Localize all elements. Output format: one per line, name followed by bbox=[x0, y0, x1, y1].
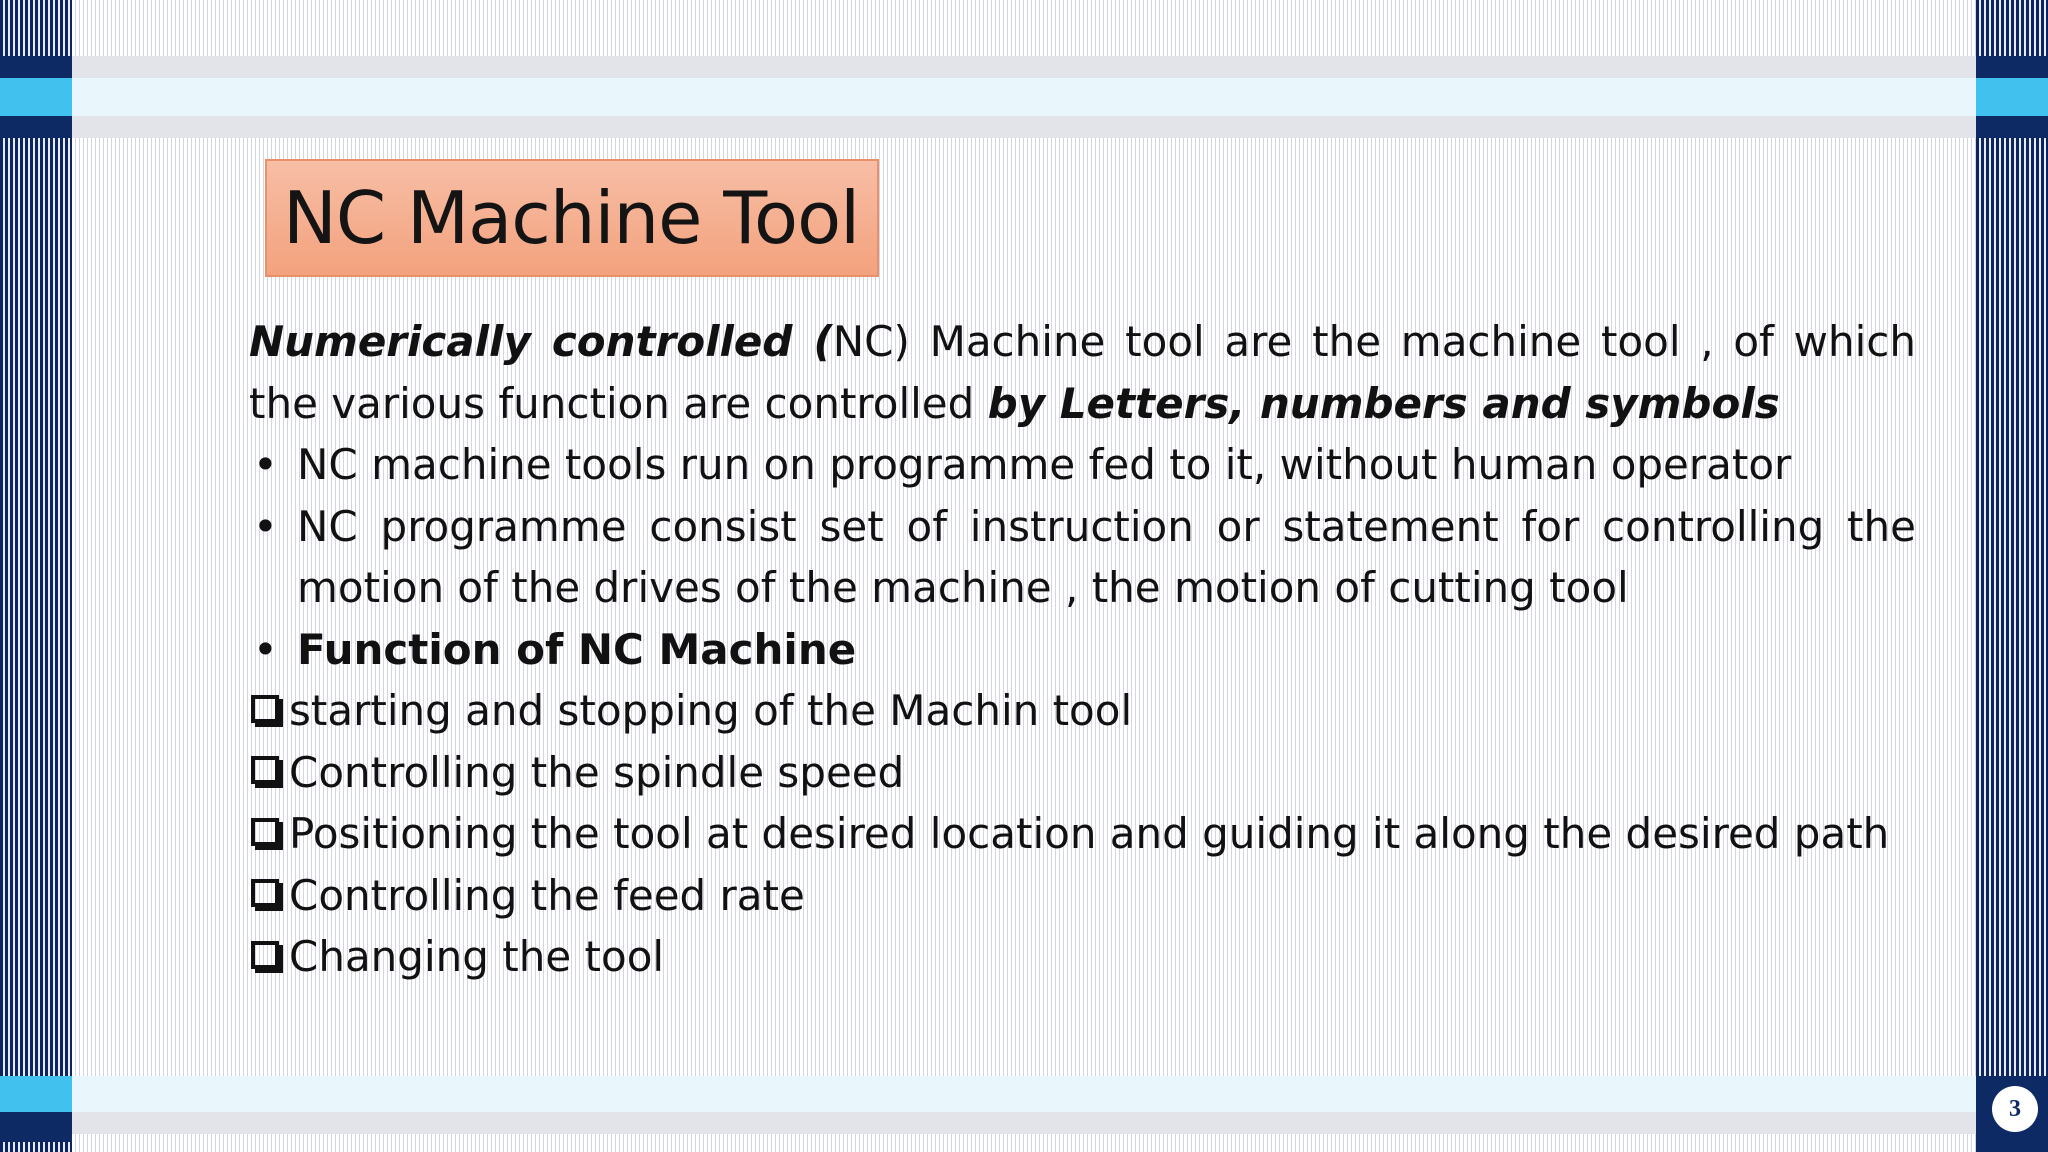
checklist-text: Controlling the feed rate bbox=[289, 870, 805, 920]
checklist-item bbox=[249, 926, 1916, 988]
page-number: 3 bbox=[2009, 1095, 2021, 1122]
bullet-dot: • bbox=[253, 440, 278, 489]
right-border-stripes bbox=[1976, 0, 2048, 1152]
bullet-text: NC machine tools run on programme fed to it, without human operator bbox=[297, 440, 1792, 489]
checklist-text: starting and stopping of the Machin tool bbox=[289, 686, 1133, 735]
right-cyan-accent-top bbox=[1976, 78, 2048, 116]
right-navy-accent-top bbox=[1976, 56, 2048, 78]
left-border-stripes bbox=[0, 0, 72, 1152]
checkbox-icon bbox=[251, 818, 279, 846]
left-navy-accent-top bbox=[0, 56, 72, 78]
bullet-item bbox=[249, 496, 1916, 619]
top-light-band bbox=[72, 78, 1976, 116]
checklist-text: Positioning the tool at desired location and guiding it along the desired path bbox=[289, 809, 1890, 858]
bullet-dot: • bbox=[253, 501, 278, 551]
bullet-item bbox=[249, 619, 1916, 681]
checklist-item bbox=[249, 742, 1916, 804]
checklist-item bbox=[249, 680, 1916, 742]
intro-bold-phrase: by Letters, numbers and symbols bbox=[987, 378, 1780, 428]
bottom-grey-band bbox=[72, 1112, 1976, 1134]
bullet-dot: • bbox=[253, 624, 278, 674]
right-navy-accent-top-lower bbox=[1976, 116, 2048, 138]
top-grey-band-lower bbox=[72, 116, 1976, 138]
intro-paragraph bbox=[249, 311, 1916, 434]
slide-title: NC Machine Tool bbox=[283, 176, 860, 260]
left-cyan-accent-bottom bbox=[0, 1076, 72, 1112]
slide-title-box bbox=[265, 159, 879, 277]
checkbox-icon bbox=[251, 941, 279, 969]
left-navy-accent-top-lower bbox=[0, 116, 72, 138]
slide-body bbox=[249, 311, 1916, 988]
left-navy-accent-bottom bbox=[0, 1112, 72, 1142]
left-cyan-accent-top bbox=[0, 78, 72, 116]
intro-bold-term: Numerically controlled ( bbox=[249, 317, 833, 366]
page-number-badge bbox=[1992, 1086, 2038, 1132]
bullet-text: NC programme consist set of instruction or statement for controlling the motion of the drives of the machine , the motion of cutting tool bbox=[297, 501, 1916, 612]
top-grey-band bbox=[72, 56, 1976, 78]
bottom-light-band bbox=[72, 1076, 1976, 1112]
checklist-item bbox=[249, 865, 1916, 927]
bullet-heading: Function of NC Machine bbox=[297, 624, 857, 674]
bullet-item bbox=[249, 434, 1916, 496]
checklist-item bbox=[249, 803, 1916, 865]
checkbox-icon bbox=[251, 756, 279, 784]
checklist-text: Changing the tool bbox=[289, 932, 665, 981]
checkbox-icon bbox=[251, 695, 279, 723]
intro-text: NC) Machine tool are the machine tool , of which the various function are controlled bbox=[249, 317, 1916, 428]
checkbox-icon bbox=[251, 879, 279, 907]
checklist-text: Controlling the spindle speed bbox=[289, 747, 905, 797]
